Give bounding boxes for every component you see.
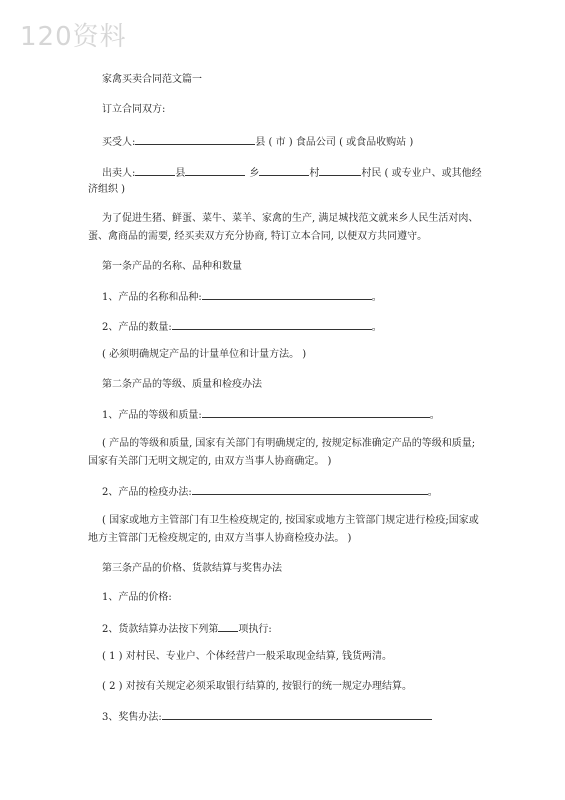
buyer-line: [102, 133, 413, 151]
seller-county: 县: [175, 168, 186, 179]
document-title: 家禽买卖合同范文篇一: [102, 74, 202, 85]
seller-blank-4: [319, 164, 361, 176]
seller-line-2: 济组织 ): [88, 184, 126, 195]
parties-label: 订立合同双方:: [102, 104, 166, 115]
item-label: 2、产品的数量:: [102, 322, 172, 333]
period: 。: [371, 292, 382, 303]
period: 。: [371, 322, 382, 333]
article-1-item-1: [102, 288, 382, 306]
seller-line: [102, 164, 482, 182]
article-3-title: 第三条产品的价格、货款结算与奖售办法: [102, 563, 282, 574]
seller-label: 出卖人:: [102, 168, 136, 179]
article-3-item-2: [102, 620, 272, 638]
buyer-suffix: 县 ( 市 ) 食品公司 ( 或食品收购站 ): [255, 137, 414, 148]
item-label: 3、奖售办法:: [102, 712, 162, 723]
item-label: 1、产品的等级和质量:: [102, 410, 202, 421]
item-label: 1、产品的名称和品种:: [102, 292, 202, 303]
article-2-item-2: [102, 483, 438, 501]
article-2-note-1-line-2: 国家有关部门无明文规定的, 由双方当事人协商确定。 ): [88, 456, 332, 467]
article-3-item-1: 1、产品的价格:: [102, 592, 172, 603]
article-2-title: 第二条产品的等级、质量和检疫办法: [102, 379, 262, 390]
watermark-logo: 120资料: [20, 22, 127, 52]
seller-village: 村: [309, 168, 320, 179]
article-1-note: ( 必须明确规定产品的计量单位和计量方法。 ): [102, 349, 307, 360]
item-label: 2、货款结算办法按下列第: [102, 624, 219, 635]
item-label: 2、产品的检疫办法:: [102, 487, 192, 498]
blank-line: [172, 318, 372, 330]
article-2-note-2-line-2: 地方主管部门无检疫规定的, 由双方当事人协商检疫办法。 ): [88, 533, 352, 544]
buyer-label: 买受人:: [102, 137, 136, 148]
blank-line: [202, 406, 430, 418]
preamble-line-1: 为了促进生猪、鲜蛋、菜牛、菜羊、家禽的生产, 满足城找范文就来乡人民生活对肉、: [102, 213, 479, 224]
period: 。: [427, 487, 438, 498]
article-3-option-1: ( 1 ) 对村民、专业户、个体经营户一般采取现金结算, 钱货两清。: [102, 651, 393, 662]
seller-blank-1: [135, 164, 175, 176]
seller-township: 乡: [249, 168, 260, 179]
article-2-note-2-line-1: ( 国家或地方主管部门有卫生检疫规定的, 按国家或地方主管部门规定进行检疫;国家或: [102, 515, 479, 526]
buyer-blank: [135, 133, 255, 145]
article-2-note-1-line-1: ( 产品的等级和质量, 国家有关部门有明确规定的, 按规定标准确定产品的等级和质量;: [102, 438, 476, 449]
item-label-suffix: 项执行:: [238, 624, 272, 635]
seller-blank-2: [185, 164, 245, 176]
seller-villager: 村民 ( 或专业户、或其他经: [361, 168, 482, 179]
blank-line: [218, 620, 238, 632]
seller-blank-3: [259, 164, 309, 176]
blank-line: [192, 483, 428, 495]
preamble-line-2: 蛋、禽商品的需要, 经买卖双方充分协商, 特订立本合同, 以便双方共同遵守。: [88, 231, 428, 242]
blank-line: [162, 708, 432, 720]
article-1-title: 第一条产品的名称、品种和数量: [102, 261, 242, 272]
article-3-option-2: ( 2 ) 对按有关规定必须采取银行结算的, 按银行的统一规定办理结算。: [102, 681, 413, 692]
article-1-item-2: [102, 318, 382, 336]
article-3-item-3: [102, 708, 432, 726]
blank-line: [202, 288, 372, 300]
article-2-item-1: [102, 406, 440, 424]
period: 。: [429, 410, 440, 421]
